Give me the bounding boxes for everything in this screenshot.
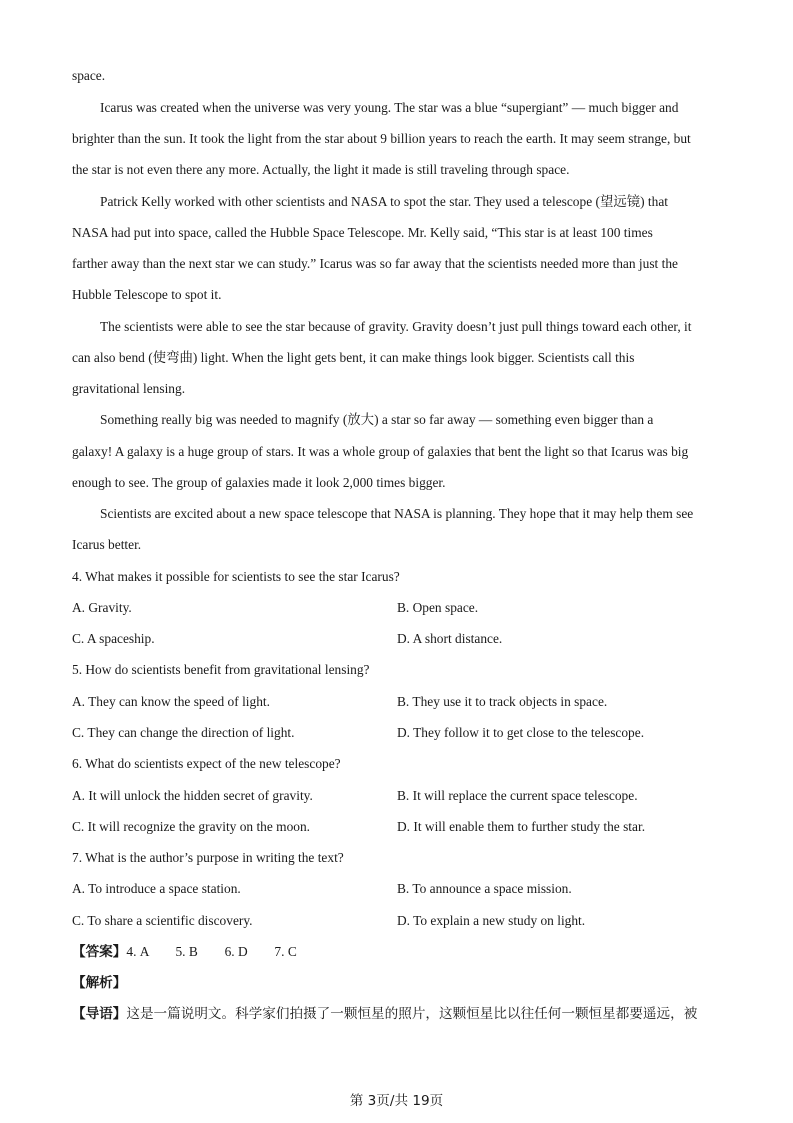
passage-line: farther away than the next star we can study.” Icarus was so far away that the scientists needed more than just the [72,256,678,271]
question-7-option-d: D. To explain a new study on light. [397,913,586,928]
intro-label: 【导语】 [72,1006,127,1022]
question-4-option-b: B. Open space. [397,600,479,615]
question-5-option-c: C. They can change the direction of light. [72,725,295,740]
passage-paragraph-start: Scientists are excited about a new space telescope that NASA is planning. They hope that it may help them see [100,506,694,521]
passage-line: brighter than the sun. It took the light from the star about 9 billion years to reach the earth. It may seem strange, but [72,131,691,146]
question-4-option-d: D. A short distance. [397,631,503,646]
question-4-option-a: A. Gravity. [72,600,132,615]
question-7-option-b: B. To announce a space mission. [397,881,572,896]
question-4-stem: 4. What makes it possible for scientists to see the star Icarus? [72,569,400,584]
passage-paragraph-start: The scientists were able to see the star because of gravity. Gravity doesn’t just pull things toward each other, it [100,319,692,334]
analysis-line [72,973,724,993]
question-5-option-d: D. They follow it to get close to the telescope. [397,725,645,740]
question-6-stem: 6. What do scientists expect of the new telescope? [72,756,341,771]
question-7-option-a: A. To introduce a space station. [72,881,241,896]
page-footer [0,1091,793,1111]
passage-line: galaxy! A galaxy is a huge group of stars. It was a whole group of galaxies that bent the light so that Icarus was big [72,444,689,459]
passage-line: enough to see. The group of galaxies made it look 2,000 times bigger. [72,475,446,490]
question-7-option-c: C. To share a scientific discovery. [72,913,253,928]
question-4-option-c: C. A spaceship. [72,631,155,646]
question-6-option-c: C. It will recognize the gravity on the moon. [72,819,310,834]
passage-line: gravitational lensing. [72,381,186,396]
passage-paragraph-start: Icarus was created when the universe was very young. The star was a blue “supergiant” — much bigger and [100,100,679,115]
passage-line: NASA had put into space, called the Hubble Space Telescope. Mr. Kelly said, “This star is at least 100 times [72,225,653,240]
question-6-option-b: B. It will replace the current space telescope. [397,788,638,803]
passage-line: can also bend (使弯曲) light. When the light gets bent, it can make things look bigger. Scientists call this [72,350,635,365]
answer-label: 【答案】 [72,944,127,960]
passage-line: space. [72,68,106,83]
intro-line [72,1004,732,1024]
passage-line: Icarus better. [72,537,142,552]
question-7-stem: 7. What is the author’s purpose in writing the text? [72,850,344,865]
answer-line [72,942,724,962]
question-5-option-a: A. They can know the speed of light. [72,694,270,709]
passage-paragraph-start: Patrick Kelly worked with other scientists and NASA to spot the star. They used a telescope (望远镜) that [100,194,669,209]
question-5-stem: 5. How do scientists benefit from gravitational lensing? [72,662,370,677]
intro-text: 这是一篇说明文。科学家们拍摄了一颗恒星的照片，这颗恒星比以往任何一颗恒星都要遥远，被 [126,1006,698,1022]
question-6-option-d: D. It will enable them to further study the star. [397,819,646,834]
answer-values: 4. A 5. B 6. D 7. C [126,944,297,959]
question-5-option-b: B. They use it to track objects in space. [397,694,608,709]
question-6-option-a: A. It will unlock the hidden secret of gravity. [72,788,313,803]
analysis-label: 【解析】 [72,975,127,991]
page-number: 第 3页/共 19页 [349,1093,444,1109]
passage-line: Hubble Telescope to spot it. [72,287,222,302]
passage-line: the star is not even there any more. Actually, the light it made is still traveling through space. [72,162,570,177]
passage-paragraph-start: Something really big was needed to magnify (放大) a star so far away — something even bigger than a [100,412,654,427]
